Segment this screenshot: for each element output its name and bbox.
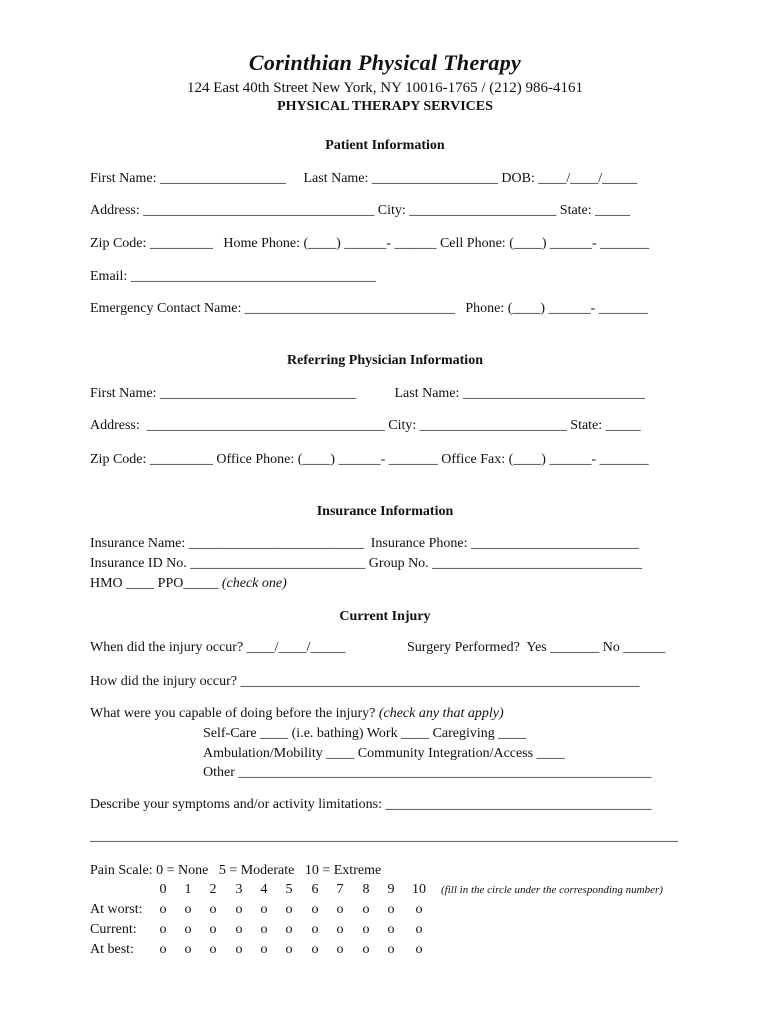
pain-circle-option[interactable]: o [311,942,319,957]
pain-circle-option[interactable]: o [260,922,268,937]
pain-circle-option[interactable]: o [311,922,319,937]
physician-phone-line[interactable]: Zip Code: _________ Office Phone: (____) ______- _______ Office Fax: (____) ______- _______ [90,452,649,467]
clinic-address: 124 East 40th Street New York, NY 10016-1765 / (212) 986-4161 [186,80,584,96]
pain-circle-option[interactable]: o [235,942,243,957]
insurance-id-line[interactable]: Insurance ID No. _________________________ Group No. ______________________________ [90,556,643,571]
pain-scale-number: 0 [159,882,167,897]
pain-circle-option[interactable]: o [184,902,192,917]
pain-scale-number: 4 [260,882,268,897]
pain-circle-option[interactable]: o [415,902,423,917]
pain-circle-option[interactable]: o [159,942,167,957]
pain-scale-number: 5 [285,882,293,897]
current-injury-heading: Current Injury [339,609,431,624]
patient-address-line[interactable]: Address: _________________________________ City: _____________________ State: _____ [90,203,631,218]
pain-scale-number: 8 [362,882,370,897]
pain-circle-option[interactable]: o [184,922,192,937]
pain-circle-option[interactable]: o [336,942,344,957]
pain-scale-number: 3 [235,882,243,897]
pain-circle-option[interactable]: o [235,902,243,917]
pain-circle-option[interactable]: o [285,902,293,917]
pain-row-label: At worst: [90,902,143,917]
pain-circle-option[interactable]: o [362,922,370,937]
plan-type-hint: (check one) [221,576,287,591]
pain-circle-option[interactable]: o [336,922,344,937]
capability-hint: (check any that apply) [378,706,504,721]
capability-question [90,706,504,722]
pain-circle-option[interactable]: o [415,942,423,957]
pain-scale-number: 1 [184,882,192,897]
pain-row-label: Current: [90,922,137,937]
physician-info-heading: Referring Physician Information [287,353,483,368]
insurance-info-heading: Insurance Information [316,504,454,519]
plan-type-options[interactable]: HMO ____ PPO_____ [90,576,222,591]
capability-other[interactable]: Other ___________________________________________________________ [203,765,652,780]
pain-circle-option[interactable]: o [260,902,268,917]
pain-scale-number: 7 [336,882,344,897]
pain-scale-number: 2 [209,882,217,897]
pain-circle-option[interactable]: o [209,942,217,957]
pain-circle-option[interactable]: o [184,942,192,957]
injury-date-line[interactable]: When did the injury occur? ____/____/_____ [90,640,346,655]
pain-circle-option[interactable]: o [260,942,268,957]
surgery-line[interactable]: Surgery Performed? Yes _______ No ______ [407,640,666,655]
pain-circle-option[interactable]: o [285,942,293,957]
injury-how-line[interactable]: How did the injury occur? _________________________________________________________ [90,674,640,689]
physician-address-line[interactable]: Address: __________________________________ City: _____________________ State: _____ [90,418,641,433]
capability-options-2[interactable]: Ambulation/Mobility ____ Community Integration/Access ____ [203,746,565,761]
pain-circle-option[interactable]: o [362,942,370,957]
symptoms-line[interactable]: Describe your symptoms and/or activity limitations: ______________________________________ [90,797,652,812]
capability-question-text: What were you capable of doing before the injury? [90,706,379,721]
physician-name-line[interactable]: First Name: ____________________________ Last Name: __________________________ [90,386,645,401]
pain-scale-number: 6 [311,882,319,897]
pain-circle-option[interactable]: o [159,902,167,917]
patient-info-heading: Patient Information [325,138,445,153]
patient-name-dob-line[interactable]: First Name: __________________ Last Name: __________________ DOB: ____/____/_____ [90,171,638,186]
pain-circle-option[interactable]: o [209,922,217,937]
pain-circle-option[interactable]: o [387,902,395,917]
patient-zip-phone-line[interactable]: Zip Code: _________ Home Phone: (____) ______- ______ Cell Phone: (____) ______- _______ [90,236,650,251]
pain-circle-option[interactable]: o [235,922,243,937]
pain-circle-option[interactable]: o [159,922,167,937]
pain-circle-option[interactable]: o [387,942,395,957]
insurance-name-line[interactable]: Insurance Name: _________________________ Insurance Phone: ________________________ [90,536,640,551]
pain-scale-instruction: (fill in the circle under the corresponding number) [441,884,663,896]
pain-circle-option[interactable]: o [362,902,370,917]
pain-circle-option[interactable]: o [415,922,423,937]
pain-circle-option[interactable]: o [285,922,293,937]
symptoms-continuation-line[interactable]: ____________________________________________________________________________________ [90,829,678,844]
emergency-contact-line[interactable]: Emergency Contact Name: ______________________________ Phone: (____) ______- _______ [90,301,648,316]
pain-circle-option[interactable]: o [311,902,319,917]
pain-circle-option[interactable]: o [209,902,217,917]
pain-circle-option[interactable]: o [336,902,344,917]
pain-circle-option[interactable]: o [387,922,395,937]
plan-type-line[interactable] [90,576,287,592]
services-heading: PHYSICAL THERAPY SERVICES [277,99,493,114]
pain-scale-legend: Pain Scale: 0 = None 5 = Moderate 10 = Extreme [90,863,382,878]
pain-row-label: At best: [90,942,134,957]
clinic-title: Corinthian Physical Therapy [248,50,522,75]
pain-scale-number: 10 [412,882,426,897]
pain-scale-number: 9 [387,882,395,897]
patient-email-line[interactable]: Email: ___________________________________ [90,269,376,284]
capability-options-1[interactable]: Self-Care ____ (i.e. bathing) Work ____ Caregiving ____ [203,726,527,741]
